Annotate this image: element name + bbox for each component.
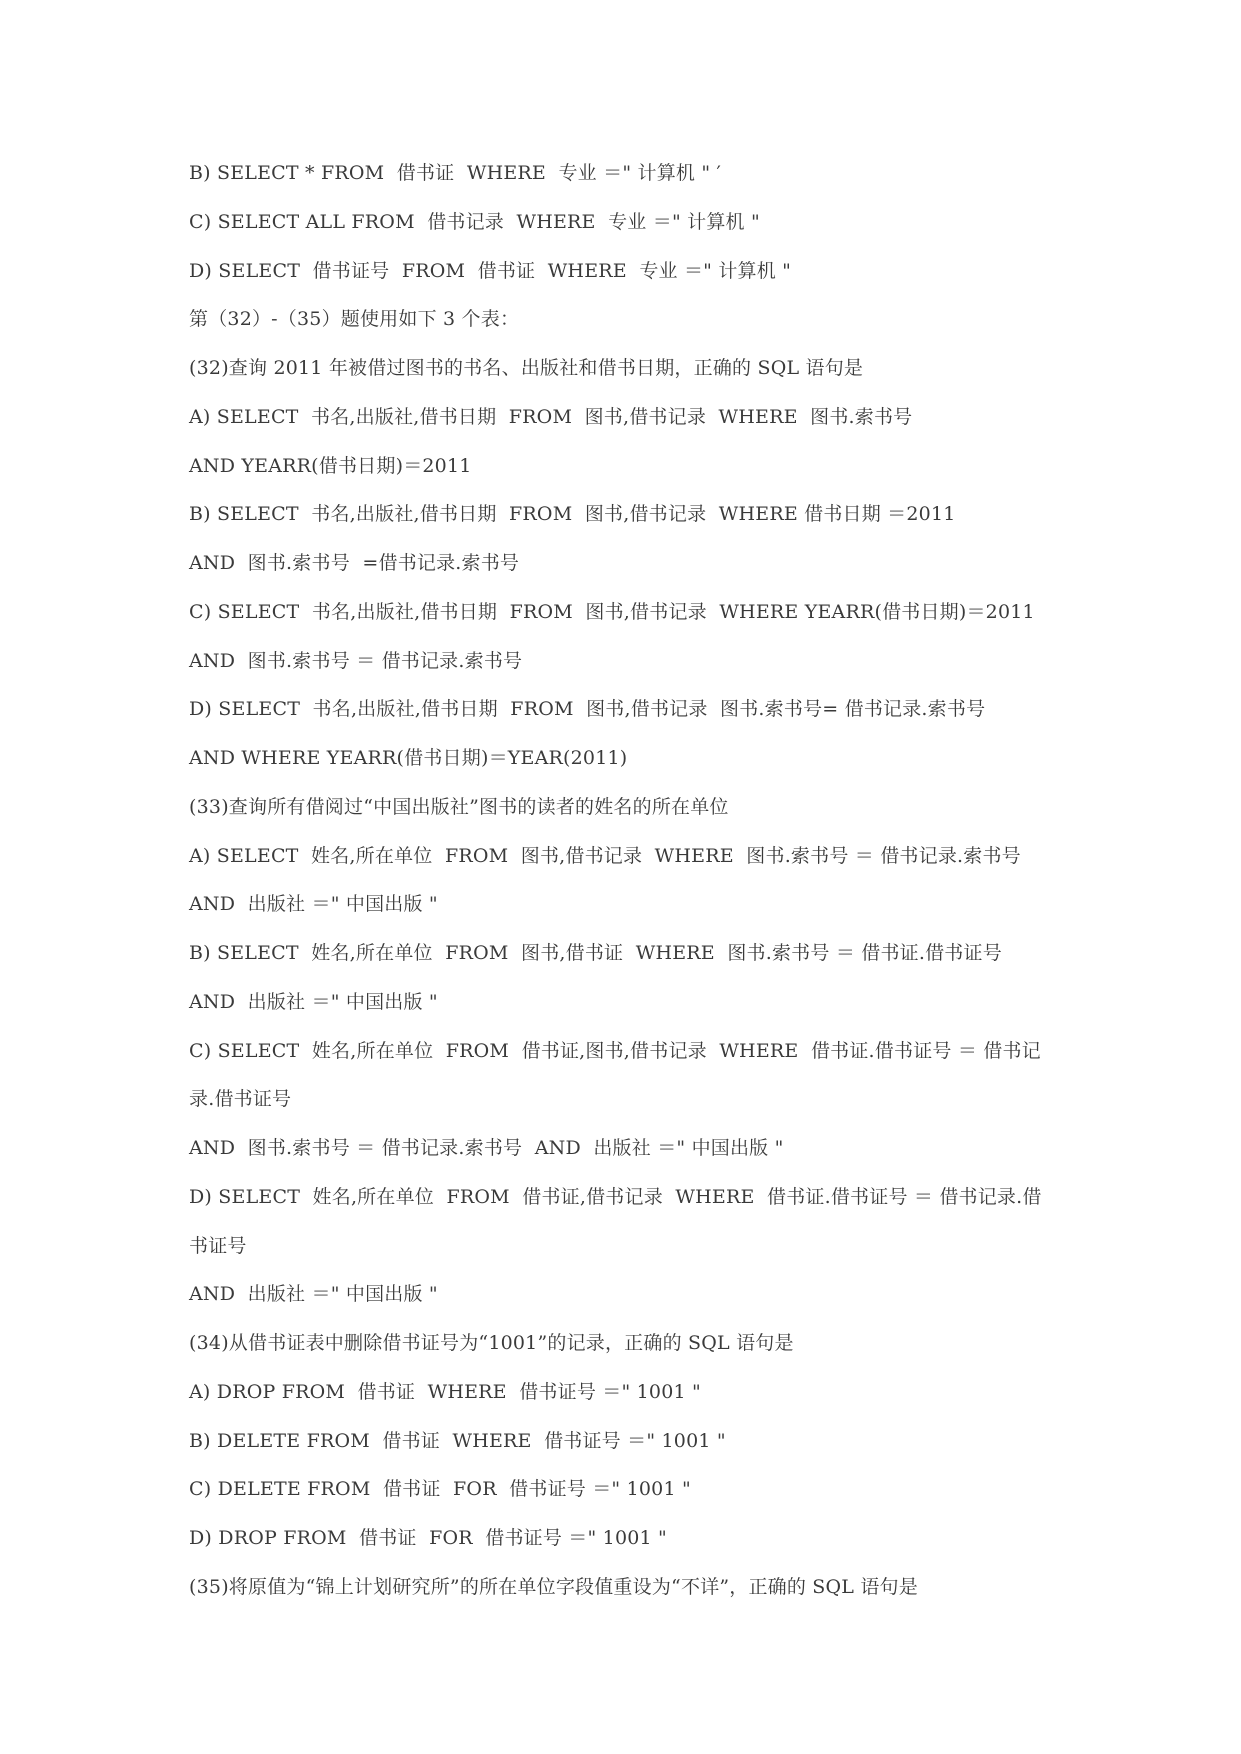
question-34: (34)从借书证表中删除借书证号为“1001”的记录，正确的 SQL 语句是	[189, 1332, 794, 1354]
text-line: B) DELETE FROM 借书证 WHERE 借书证号 ＝" 1001 "	[189, 1429, 726, 1452]
text-line: 书证号	[189, 1234, 247, 1257]
text-line: AND 图书.索书号 ＝ 借书记录.索书号	[189, 649, 523, 672]
text-line: AND 图书.索书号 ＝ 借书记录.索书号 AND 出版社 ＝" 中国出版 "	[189, 1137, 784, 1159]
text-line: AND 出版社 ＝" 中国出版 "	[189, 1283, 438, 1306]
text-line: D) SELECT 书名,出版社,借书日期 FROM 图书,借书记录 图书.索书号= 借书记录.索书号	[189, 698, 986, 721]
text-line: A) SELECT 姓名,所在单位 FROM 图书,借书记录 WHERE 图书.索书号 ＝ 借书记录.索书号	[189, 844, 1021, 867]
text-line: C) DELETE FROM 借书证 FOR 借书证号 ＝" 1001 "	[189, 1478, 691, 1501]
text-line: B) SELECT 书名,出版社,借书日期 FROM 图书,借书记录 WHERE 借书日期 ＝2011	[189, 503, 956, 526]
text-line: B) SELECT 姓名,所在单位 FROM 图书,借书证 WHERE 图书.索书号 ＝ 借书证.借书证号	[189, 942, 1002, 964]
section-heading: 第（32）-（35）题使用如下 3 个表：	[189, 308, 520, 331]
text-line: B) SELECT * FROM 借书证 WHERE 专业 ＝" 计算机 " ′	[189, 162, 722, 184]
text-line: AND YEARR(借书日期)＝2011	[189, 454, 472, 477]
text-line: D) SELECT 姓名,所在单位 FROM 借书证,借书记录 WHERE 借书证.借书证号 ＝ 借书记录.借	[189, 1185, 1042, 1208]
text-line: D) DROP FROM 借书证 FOR 借书证号 ＝" 1001 "	[189, 1527, 667, 1549]
question-32: (32)查询 2011 年被借过图书的书名、出版社和借书日期，正确的 SQL 语句是	[189, 357, 864, 379]
text-line: C) SELECT 书名,出版社,借书日期 FROM 图书,借书记录 WHERE YEARR(借书日期)＝2011	[189, 600, 1035, 623]
text-line: AND 出版社 ＝" 中国出版 "	[189, 893, 438, 916]
text-line: AND 图书.索书号 =借书记录.索书号	[189, 552, 520, 574]
text-line: D) SELECT 借书证号 FROM 借书证 WHERE 专业 ＝" 计算机 "	[189, 259, 792, 282]
text-line: A) DROP FROM 借书证 WHERE 借书证号 ＝" 1001 "	[189, 1380, 701, 1403]
text-line: C) SELECT 姓名,所在单位 FROM 借书证,图书,借书记录 WHERE 借书证.借书证号 ＝ 借书记	[189, 1039, 1041, 1062]
text-line: AND 出版社 ＝" 中国出版 "	[189, 990, 438, 1013]
question-35: (35)将原值为“锦上计划研究所”的所在单位字段值重设为“不详”，正确的 SQL 语句是	[189, 1575, 918, 1598]
question-33: (33)查询所有借阅过“中国出版社”图书的读者的姓名的所在单位	[189, 795, 729, 818]
text-line: AND WHERE YEARR(借书日期)＝YEAR(2011)	[189, 747, 628, 769]
document-body	[189, 158, 1069, 1621]
text-line: 录.借书证号	[189, 1088, 292, 1111]
text-line: A) SELECT 书名,出版社,借书日期 FROM 图书,借书记录 WHERE 图书.索书号	[189, 405, 913, 428]
text-line: C) SELECT ALL FROM 借书记录 WHERE 专业 ＝" 计算机 "	[189, 210, 760, 233]
